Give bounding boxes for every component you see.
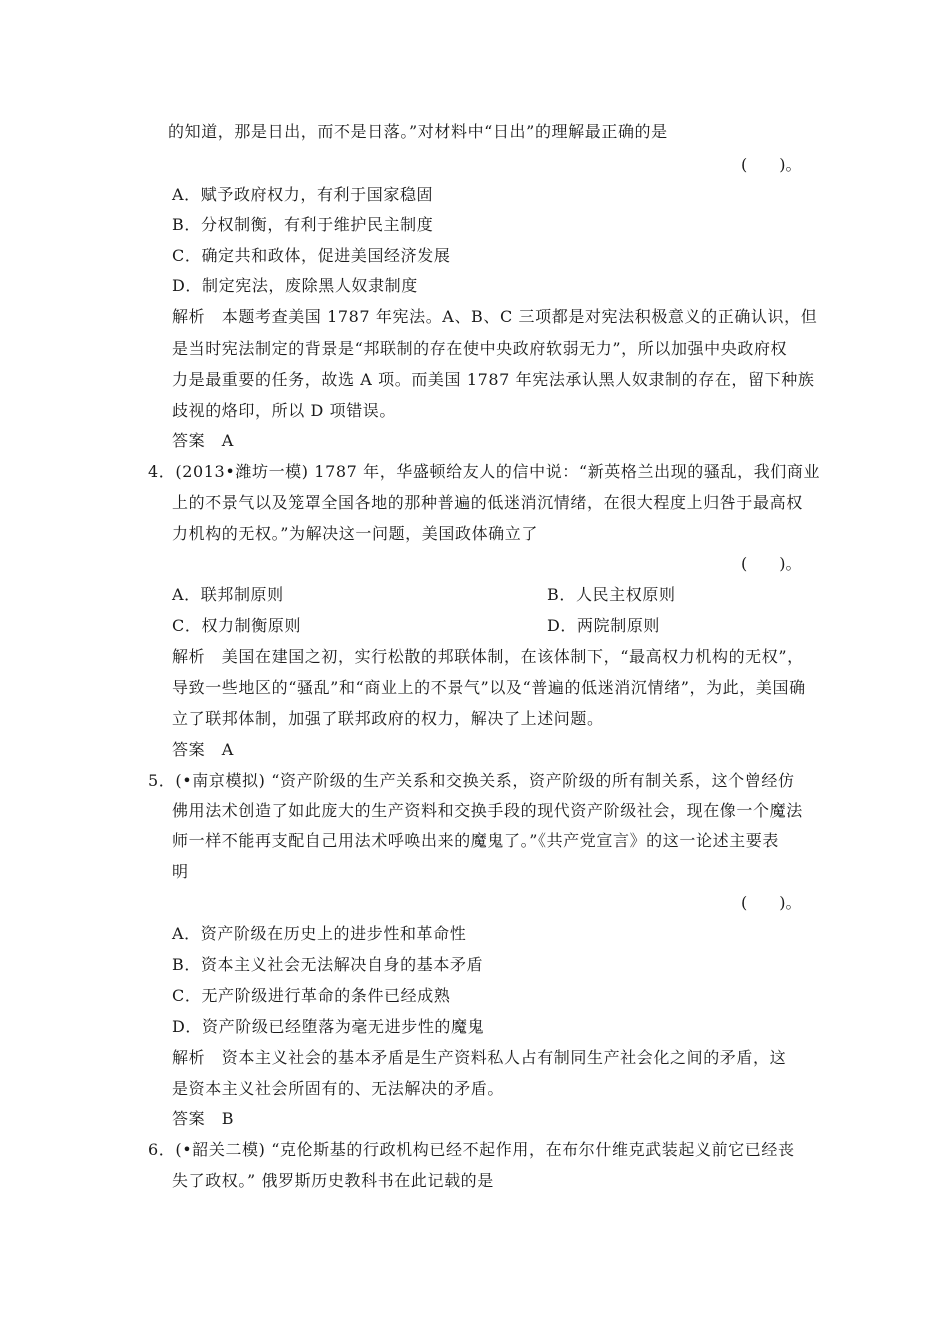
q5-option-a: A．资产阶级在历史上的进步性和革命性 xyxy=(172,924,467,943)
q3-option-c: C．确定共和政体，促进美国经济发展 xyxy=(172,246,451,265)
q4-analysis-line-3: 立了联邦体制，加强了联邦政府的权力，解决了上述问题。 xyxy=(172,709,604,728)
q4-analysis-line-2: 导致一些地区的“骚乱”和“商业上的不景气”以及“普遍的低迷消沉情绪”，为此，美国确 xyxy=(172,678,806,697)
q5-stem-line-3: 师一样不能再支配自己用法术呼唤出来的魔鬼了。”《共产党宣言》的这一论述主要表 xyxy=(172,831,779,850)
q3-analysis-line-2: 是当时宪法制定的背景是“邦联制的存在使中央政府软弱无力”，所以加强中央政府权 xyxy=(172,339,788,358)
q4-option-c: C．权力制衡原则 xyxy=(172,616,302,635)
q6-stem-line-2: 失了政权。” 俄罗斯历史教科书在此记载的是 xyxy=(172,1171,494,1190)
q6-stem-line-1: 6．(•韶关二模) “克伦斯基的行政机构已经不起作用，在布尔什维克武装起义前它已经丧 xyxy=(148,1140,795,1159)
q3-option-d: D．制定宪法，废除黑人奴隶制度 xyxy=(172,276,418,295)
q5-analysis-line-1: 解析 资本主义社会的基本矛盾是生产资料私人占有制同生产社会化之间的矛盾，这 xyxy=(172,1048,787,1067)
q4-option-d: D．两院制原则 xyxy=(547,616,661,635)
q3-answer-blank: ( )。 xyxy=(741,155,802,174)
q3-option-b: B．分权制衡，有利于维护民主制度 xyxy=(172,215,434,234)
q4-answer-blank: ( )。 xyxy=(741,554,802,573)
q3-answer: 答案 A xyxy=(172,431,234,450)
q5-analysis-line-2: 是资本主义社会所固有的、无法解决的矛盾。 xyxy=(172,1079,505,1098)
q5-answer: 答案 B xyxy=(172,1109,235,1128)
q3-analysis-line-3: 力是最重要的任务，故选 A 项。而美国 1787 年宪法承认黑人奴隶制的存在，留下种族 xyxy=(172,370,815,389)
q4-analysis-line-1: 解析 美国在建国之初，实行松散的邦联体制，在该体制下，“最高权力机构的无权”， xyxy=(172,647,804,666)
q3-stem-tail: 的知道，那是日出，而不是日落。”对材料中“日出”的理解最正确的是 xyxy=(168,122,668,141)
q4-option-b: B．人民主权原则 xyxy=(547,585,676,604)
q3-analysis-line-4: 歧视的烙印，所以 D 项错误。 xyxy=(172,401,397,420)
q5-option-b: B．资本主义社会无法解决自身的基本矛盾 xyxy=(172,955,484,974)
q4-option-a: A．联邦制原则 xyxy=(172,585,284,604)
q5-answer-blank: ( )。 xyxy=(741,893,802,912)
q4-stem-line-1: 4．(2013•潍坊一模) 1787 年，华盛顿给友人的信中说：“新英格兰出现的骚乱，我们商业 xyxy=(148,462,821,481)
q4-answer: 答案 A xyxy=(172,740,234,759)
q3-analysis-line-1: 解析 本题考查美国 1787 年宪法。A、B、C 三项都是对宪法积极意义的正确认识，但 xyxy=(172,307,818,326)
q5-option-d: D．资产阶级已经堕落为毫无进步性的魔鬼 xyxy=(172,1017,485,1036)
q5-stem-line-1: 5．(•南京模拟) “资产阶级的生产关系和交换关系，资产阶级的所有制关系，这个曾经仿 xyxy=(148,771,795,790)
q4-stem-line-3: 力机构的无权。”为解决这一问题，美国政体确立了 xyxy=(172,524,538,543)
q5-stem-line-4: 明 xyxy=(172,862,189,881)
q3-option-a: A．赋予政府权力，有利于国家稳固 xyxy=(172,185,434,204)
q5-stem-line-2: 佛用法术创造了如此庞大的生产资料和交换手段的现代资产阶级社会，现在像一个魔法 xyxy=(172,801,803,820)
q5-option-c: C．无产阶级进行革命的条件已经成熟 xyxy=(172,986,451,1005)
q4-stem-line-2: 上的不景气以及笼罩全国各地的那种普遍的低迷消沉情绪，在很大程度上归咎于最高权 xyxy=(172,493,803,512)
